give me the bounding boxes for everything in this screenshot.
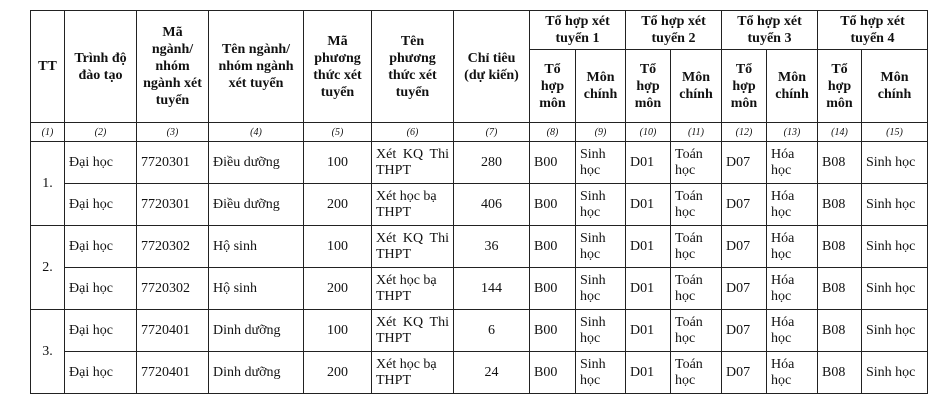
header-to-hop-4: Tổ hợp xét tuyển 4: [818, 11, 928, 50]
column-number: (12): [722, 123, 767, 142]
header-tt: TT: [31, 11, 65, 123]
mon-chinh-cell: Sinh học: [862, 268, 928, 310]
to-hop-cell: D01: [626, 268, 671, 310]
header-trinh-do: Trình độ đào tạo: [65, 11, 137, 123]
ten-phuong-thuc-cell: Xét học bạ THPT: [372, 184, 454, 226]
to-hop-cell: D01: [626, 226, 671, 268]
table-row: [31, 310, 928, 352]
ten-nganh-cell: Hộ sinh: [209, 226, 304, 268]
ma-phuong-thuc-cell: 200: [304, 352, 372, 394]
column-number: (10): [626, 123, 671, 142]
to-hop-cell: B00: [530, 310, 576, 352]
to-hop-cell: B08: [818, 310, 862, 352]
ma-phuong-thuc-cell: 100: [304, 142, 372, 184]
to-hop-cell: B08: [818, 142, 862, 184]
ma-phuong-thuc-cell: 200: [304, 184, 372, 226]
ten-nganh-cell: Điều dưỡng: [209, 184, 304, 226]
to-hop-cell: D07: [722, 142, 767, 184]
header-to-hop-mon-1: Tổ hợp môn: [530, 50, 576, 123]
to-hop-cell: D07: [722, 352, 767, 394]
mon-chinh-cell: Toán học: [671, 142, 722, 184]
to-hop-cell: D01: [626, 310, 671, 352]
ten-nganh-cell: Hộ sinh: [209, 268, 304, 310]
ten-phuong-thuc-cell: Xét KQ Thi THPT: [372, 226, 454, 268]
ten-phuong-thuc-cell: Xét học bạ THPT: [372, 352, 454, 394]
column-number-row: [31, 123, 928, 142]
header-to-hop-mon-4: Tổ hợp môn: [818, 50, 862, 123]
ma-nganh-cell: 7720302: [137, 226, 209, 268]
to-hop-cell: B08: [818, 184, 862, 226]
mon-chinh-cell: Toán học: [671, 226, 722, 268]
chi-tieu-cell: 406: [454, 184, 530, 226]
header-to-hop-3: Tổ hợp xét tuyển 3: [722, 11, 818, 50]
trinh-do-cell: Đại học: [65, 310, 137, 352]
to-hop-cell: B00: [530, 226, 576, 268]
ten-nganh-cell: Dinh dưỡng: [209, 310, 304, 352]
ma-nganh-cell: 7720302: [137, 268, 209, 310]
header-to-hop-mon-2: Tổ hợp môn: [626, 50, 671, 123]
header-mon-chinh-4: Môn chính: [862, 50, 928, 123]
mon-chinh-cell: Sinh học: [862, 142, 928, 184]
table-row: [31, 142, 928, 184]
column-number: (8): [530, 123, 576, 142]
mon-chinh-cell: Toán học: [671, 268, 722, 310]
row-index: 2.: [31, 226, 65, 310]
header-chi-tieu: Chỉ tiêu (dự kiến): [454, 11, 530, 123]
row-index: 3.: [31, 310, 65, 394]
column-number: (5): [304, 123, 372, 142]
header-ma-nganh: Mã ngành/ nhóm ngành xét tuyển: [137, 11, 209, 123]
trinh-do-cell: Đại học: [65, 268, 137, 310]
ma-nganh-cell: 7720301: [137, 142, 209, 184]
to-hop-cell: B00: [530, 352, 576, 394]
chi-tieu-cell: 36: [454, 226, 530, 268]
to-hop-cell: D01: [626, 142, 671, 184]
header-mon-chinh-2: Môn chính: [671, 50, 722, 123]
header-ten-nganh: Tên ngành/ nhóm ngành xét tuyển: [209, 11, 304, 123]
chi-tieu-cell: 24: [454, 352, 530, 394]
header-to-hop-2: Tổ hợp xét tuyển 2: [626, 11, 722, 50]
mon-chinh-cell: Sinh học: [862, 352, 928, 394]
to-hop-cell: B00: [530, 142, 576, 184]
to-hop-cell: D07: [722, 184, 767, 226]
column-number: (13): [767, 123, 818, 142]
chi-tieu-cell: 144: [454, 268, 530, 310]
ma-nganh-cell: 7720301: [137, 184, 209, 226]
trinh-do-cell: Đại học: [65, 226, 137, 268]
ma-phuong-thuc-cell: 100: [304, 310, 372, 352]
table-row: [31, 268, 928, 310]
mon-chinh-cell: Sinh học: [576, 310, 626, 352]
mon-chinh-cell: Hóa học: [767, 142, 818, 184]
header-mon-chinh-1: Môn chính: [576, 50, 626, 123]
ten-nganh-cell: Dinh dưỡng: [209, 352, 304, 394]
mon-chinh-cell: Sinh học: [576, 268, 626, 310]
chi-tieu-cell: 6: [454, 310, 530, 352]
trinh-do-cell: Đại học: [65, 142, 137, 184]
table-row: [31, 352, 928, 394]
mon-chinh-cell: Sinh học: [862, 310, 928, 352]
table-row: [31, 184, 928, 226]
column-number: (7): [454, 123, 530, 142]
header-ten-phuong-thuc: Tên phương thức xét tuyển: [372, 11, 454, 123]
to-hop-cell: D01: [626, 352, 671, 394]
header-to-hop-mon-3: Tổ hợp môn: [722, 50, 767, 123]
mon-chinh-cell: Hóa học: [767, 352, 818, 394]
mon-chinh-cell: Toán học: [671, 310, 722, 352]
column-number: (11): [671, 123, 722, 142]
ma-phuong-thuc-cell: 200: [304, 268, 372, 310]
column-number: (2): [65, 123, 137, 142]
header-to-hop-1: Tổ hợp xét tuyển 1: [530, 11, 626, 50]
header-mon-chinh-3: Môn chính: [767, 50, 818, 123]
mon-chinh-cell: Sinh học: [576, 352, 626, 394]
ma-nganh-cell: 7720401: [137, 352, 209, 394]
header-ma-phuong-thuc: Mã phương thức xét tuyển: [304, 11, 372, 123]
mon-chinh-cell: Sinh học: [576, 142, 626, 184]
row-index: 1.: [31, 142, 65, 226]
to-hop-cell: B00: [530, 268, 576, 310]
chi-tieu-cell: 280: [454, 142, 530, 184]
to-hop-cell: D01: [626, 184, 671, 226]
to-hop-cell: D07: [722, 268, 767, 310]
to-hop-cell: B00: [530, 184, 576, 226]
to-hop-cell: D07: [722, 226, 767, 268]
column-number: (15): [862, 123, 928, 142]
mon-chinh-cell: Sinh học: [862, 184, 928, 226]
ten-phuong-thuc-cell: Xét học bạ THPT: [372, 268, 454, 310]
column-number: (9): [576, 123, 626, 142]
mon-chinh-cell: Hóa học: [767, 184, 818, 226]
admission-table: [30, 10, 928, 394]
trinh-do-cell: Đại học: [65, 352, 137, 394]
column-number: (4): [209, 123, 304, 142]
mon-chinh-cell: Hóa học: [767, 310, 818, 352]
mon-chinh-cell: Toán học: [671, 352, 722, 394]
to-hop-cell: B08: [818, 226, 862, 268]
column-number: (6): [372, 123, 454, 142]
ma-phuong-thuc-cell: 100: [304, 226, 372, 268]
mon-chinh-cell: Toán học: [671, 184, 722, 226]
to-hop-cell: B08: [818, 268, 862, 310]
ten-phuong-thuc-cell: Xét KQ Thi THPT: [372, 142, 454, 184]
trinh-do-cell: Đại học: [65, 184, 137, 226]
mon-chinh-cell: Sinh học: [576, 226, 626, 268]
column-number: (14): [818, 123, 862, 142]
column-number: (1): [31, 123, 65, 142]
ten-nganh-cell: Điều dưỡng: [209, 142, 304, 184]
mon-chinh-cell: Hóa học: [767, 226, 818, 268]
mon-chinh-cell: Sinh học: [862, 226, 928, 268]
column-number: (3): [137, 123, 209, 142]
ten-phuong-thuc-cell: Xét KQ Thi THPT: [372, 310, 454, 352]
ma-nganh-cell: 7720401: [137, 310, 209, 352]
mon-chinh-cell: Sinh học: [576, 184, 626, 226]
table-row: [31, 226, 928, 268]
mon-chinh-cell: Hóa học: [767, 268, 818, 310]
to-hop-cell: B08: [818, 352, 862, 394]
to-hop-cell: D07: [722, 310, 767, 352]
